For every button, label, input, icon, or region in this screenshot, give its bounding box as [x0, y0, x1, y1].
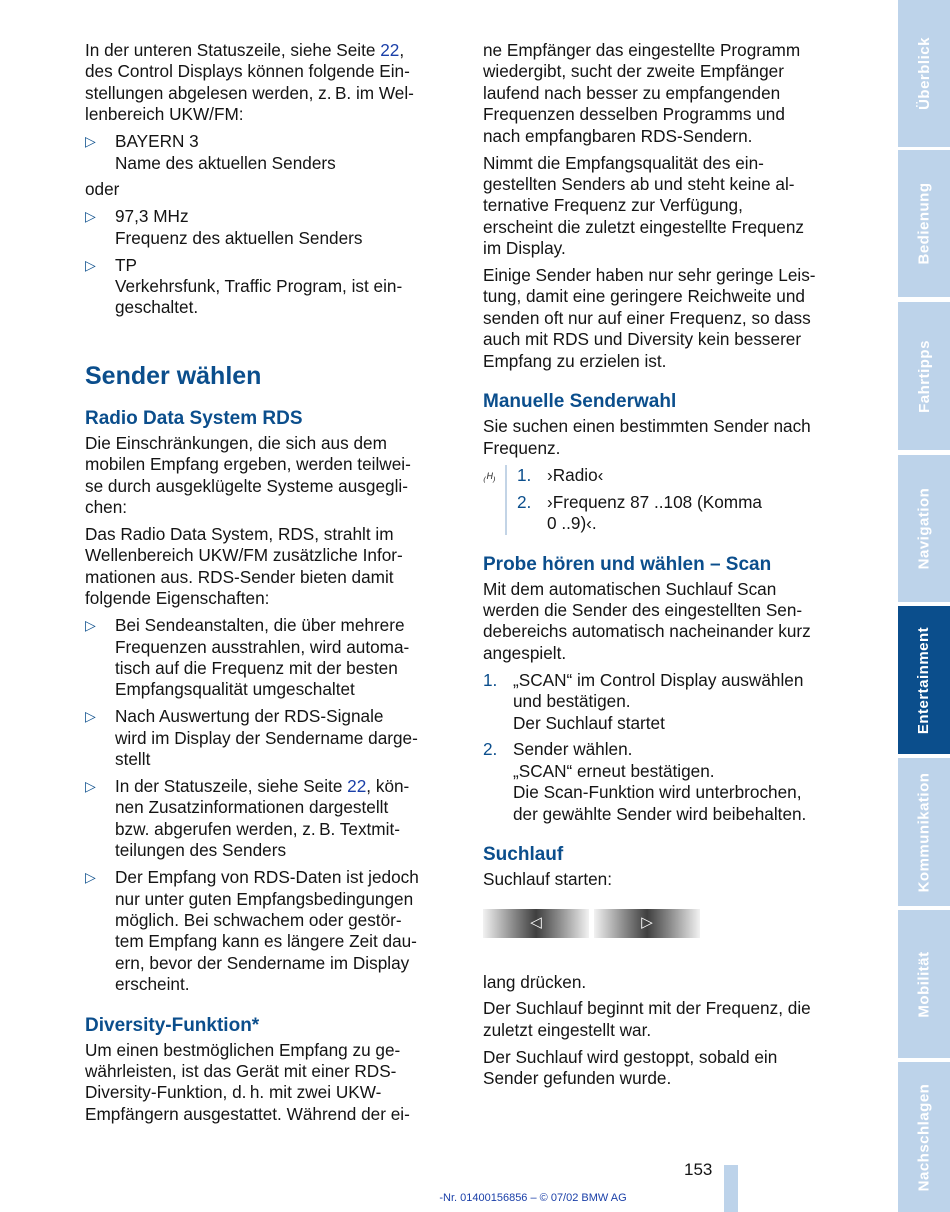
bullet-arrow-icon: ▷ — [85, 133, 96, 150]
status-item-bayern: ▷ BAYERN 3 Name des aktuellen Senders — [85, 131, 336, 173]
diversity-continued: ne Empfänger das eingestellte Programm wiedergibt, sucht der zweite Empfänger laufend nach besser zu empfangenden Frequenzen desselben Programms und nach empfangbaren RDS-Sendern. — [483, 40, 801, 146]
tab-fahrtipps[interactable]: Fahrtipps — [898, 302, 950, 450]
bullet-arrow-icon: ▷ — [85, 208, 96, 225]
tab-bedienung[interactable]: Bedienung — [898, 150, 950, 297]
rds-bullet: ▷ Bei Sendeanstalten, die über mehrere Frequenzen ausstrahlen, wird automa- tisch auf die Frequenz mit der besten Empfangsqualität umgeschaltet — [85, 615, 410, 700]
scan-step: 2. Sender wählen. „SCAN“ erneut bestätigen. Die Scan-Funktion wird unterbrochen, der gewählte Sender wird beibehalten. — [483, 739, 807, 824]
bullet-arrow-icon: ▷ — [85, 869, 96, 886]
bullet-arrow-icon: ▷ — [85, 708, 96, 725]
suchlauf-start-freq-text: Der Suchlauf beginnt mit der Frequenz, die zuletzt eingestellt war. — [483, 998, 811, 1040]
rds-heading: Radio Data System RDS — [85, 407, 303, 429]
manual-step: 2. ›Frequenz 87 ..108 (Komma 0 ..9)‹. — [517, 491, 762, 534]
rds-paragraph-2: Das Radio Data System, RDS, strahlt im Wellenbereich UKW/FM zusätzliche Infor- mationen aus. RDS-Sender bieten damit folgende Eigenschaften: — [85, 524, 403, 609]
status-item-frequency: ▷ 97,3 MHz Frequenz des aktuellen Senders — [85, 206, 363, 248]
bullet-arrow-icon: ▷ — [85, 617, 96, 634]
page-link-22[interactable]: 22 — [380, 40, 400, 60]
footer-text: -Nr. 01400156856 – © 07/02 BMW AG — [439, 1192, 627, 1204]
tab-ueberblick[interactable]: Überblick — [898, 0, 950, 147]
long-press-text: lang drücken. — [483, 971, 587, 992]
status-item-tp: ▷ TP Verkehrsfunk, Traffic Program, ist ein- geschaltet. — [85, 254, 403, 318]
seek-back-button[interactable] — [483, 909, 589, 938]
weak-sender-paragraph: Einige Sender haben nur sehr geringe Leis- tung, damit eine geringere Reichweite und senden oft nur auf einer Frequenz, so dass auch mit RDS und Diversity kein besserer Empfang zu erzielen ist. — [483, 265, 816, 371]
rds-bullet: ▷ Nach Auswertung der RDS-Signale wird im Display der Sendername darge- stellt — [85, 706, 418, 770]
right-column — [483, 40, 855, 1095]
chapter-tabs — [898, 0, 950, 1212]
triangle-left-icon: ◁ — [530, 914, 542, 932]
bullet-arrow-icon: ▷ — [85, 256, 96, 273]
tab-navigation[interactable]: Navigation — [898, 455, 950, 602]
scan-heading: Probe hören und wählen – Scan — [483, 553, 772, 575]
seek-buttons — [483, 909, 855, 938]
intro-paragraph: In der unteren Statuszeile, siehe Seite 22, des Control Displays können folgende Ein- stellungen abgelesen werden, z. B. im Wel- lenbereich UKW/FM: — [85, 40, 414, 125]
diversity-heading: Diversity-Funktion* — [85, 1014, 260, 1036]
manual-heading: Manuelle Senderwahl — [483, 391, 677, 413]
rds-bullet: ▷ Der Empfang von RDS-Daten ist jedoch nur unter guten Empfangsbedingungen möglich. Bei schwachem oder gestör- tem Empfang kann es längere Zeit dau- ern, bevor der Sendername im Display erscheint. — [85, 867, 419, 995]
scan-step: 1. „SCAN“ im Control Display auswählen und bestätigen. Der Suchlauf startet — [483, 669, 804, 733]
page-number: 153 — [684, 1160, 713, 1179]
manual-paragraph: Sie suchen einen bestimmten Sender nach Frequenz. — [483, 416, 811, 458]
rds-bullet: ▷ In der Statuszeile, siehe Seite 22, kön- nen Zusatzinformationen dargestellt bzw. abgerufen werden, z. B. Textmit- teilungen des Senders — [85, 775, 410, 861]
bullet-arrow-icon: ▷ — [85, 777, 96, 794]
diversity-paragraph: Um einen bestmöglichen Empfang zu ge- währleisten, ist das Gerät mit einer RDS- Diversity-Funktion, d. h. mit zwei UKW- Empfängern ausgestattet. Während der ei- — [85, 1039, 410, 1124]
oder-text: oder — [85, 179, 120, 200]
suchlauf-stop-text: Der Suchlauf wird gestoppt, sobald ein Sender gefunden wurde. — [483, 1046, 778, 1089]
scan-paragraph: Mit dem automatischen Suchlauf Scan werden die Sender des eingestellten Sen- debereichs automatisch nacheinander kurz angespielt. — [483, 578, 811, 663]
suchlauf-heading: Suchlauf — [483, 844, 564, 866]
tab-nachschlagen[interactable]: Nachschlagen — [898, 1062, 950, 1212]
seek-forward-button[interactable] — [594, 909, 700, 938]
rds-paragraph-1: Die Einschränkungen, die sich aus dem mobilen Empfang ergeben, werden teilwei- se durch ausgeklügelte Systeme ausgegli- chen: — [85, 432, 411, 518]
page-number-bar — [724, 1165, 738, 1212]
tab-mobilitaet[interactable]: Mobilität — [898, 910, 950, 1058]
voice-command-box — [483, 465, 855, 535]
quality-paragraph: Nimmt die Empfangsqualität des ein- gestellten Senders ab und steht keine al- ternative Frequenz zur Verfügung, erscheint die zuletzt eingestellte Frequenz im Display. — [483, 152, 805, 259]
left-column — [85, 40, 457, 1131]
triangle-right-icon: ▷ — [641, 914, 653, 932]
voice-command-bar — [505, 465, 507, 535]
suchlauf-start-text: Suchlauf starten: — [483, 869, 612, 890]
tab-entertainment[interactable]: Entertainment — [898, 606, 950, 754]
section-title: Sender wählen — [85, 361, 262, 390]
manual-step: 1. ›Radio‹ — [517, 464, 604, 485]
page-link-22[interactable]: 22 — [347, 775, 367, 796]
tab-kommunikation[interactable]: Kommunikation — [898, 758, 950, 906]
voice-command-icon: ₍ᴴ₎ — [483, 469, 496, 485]
